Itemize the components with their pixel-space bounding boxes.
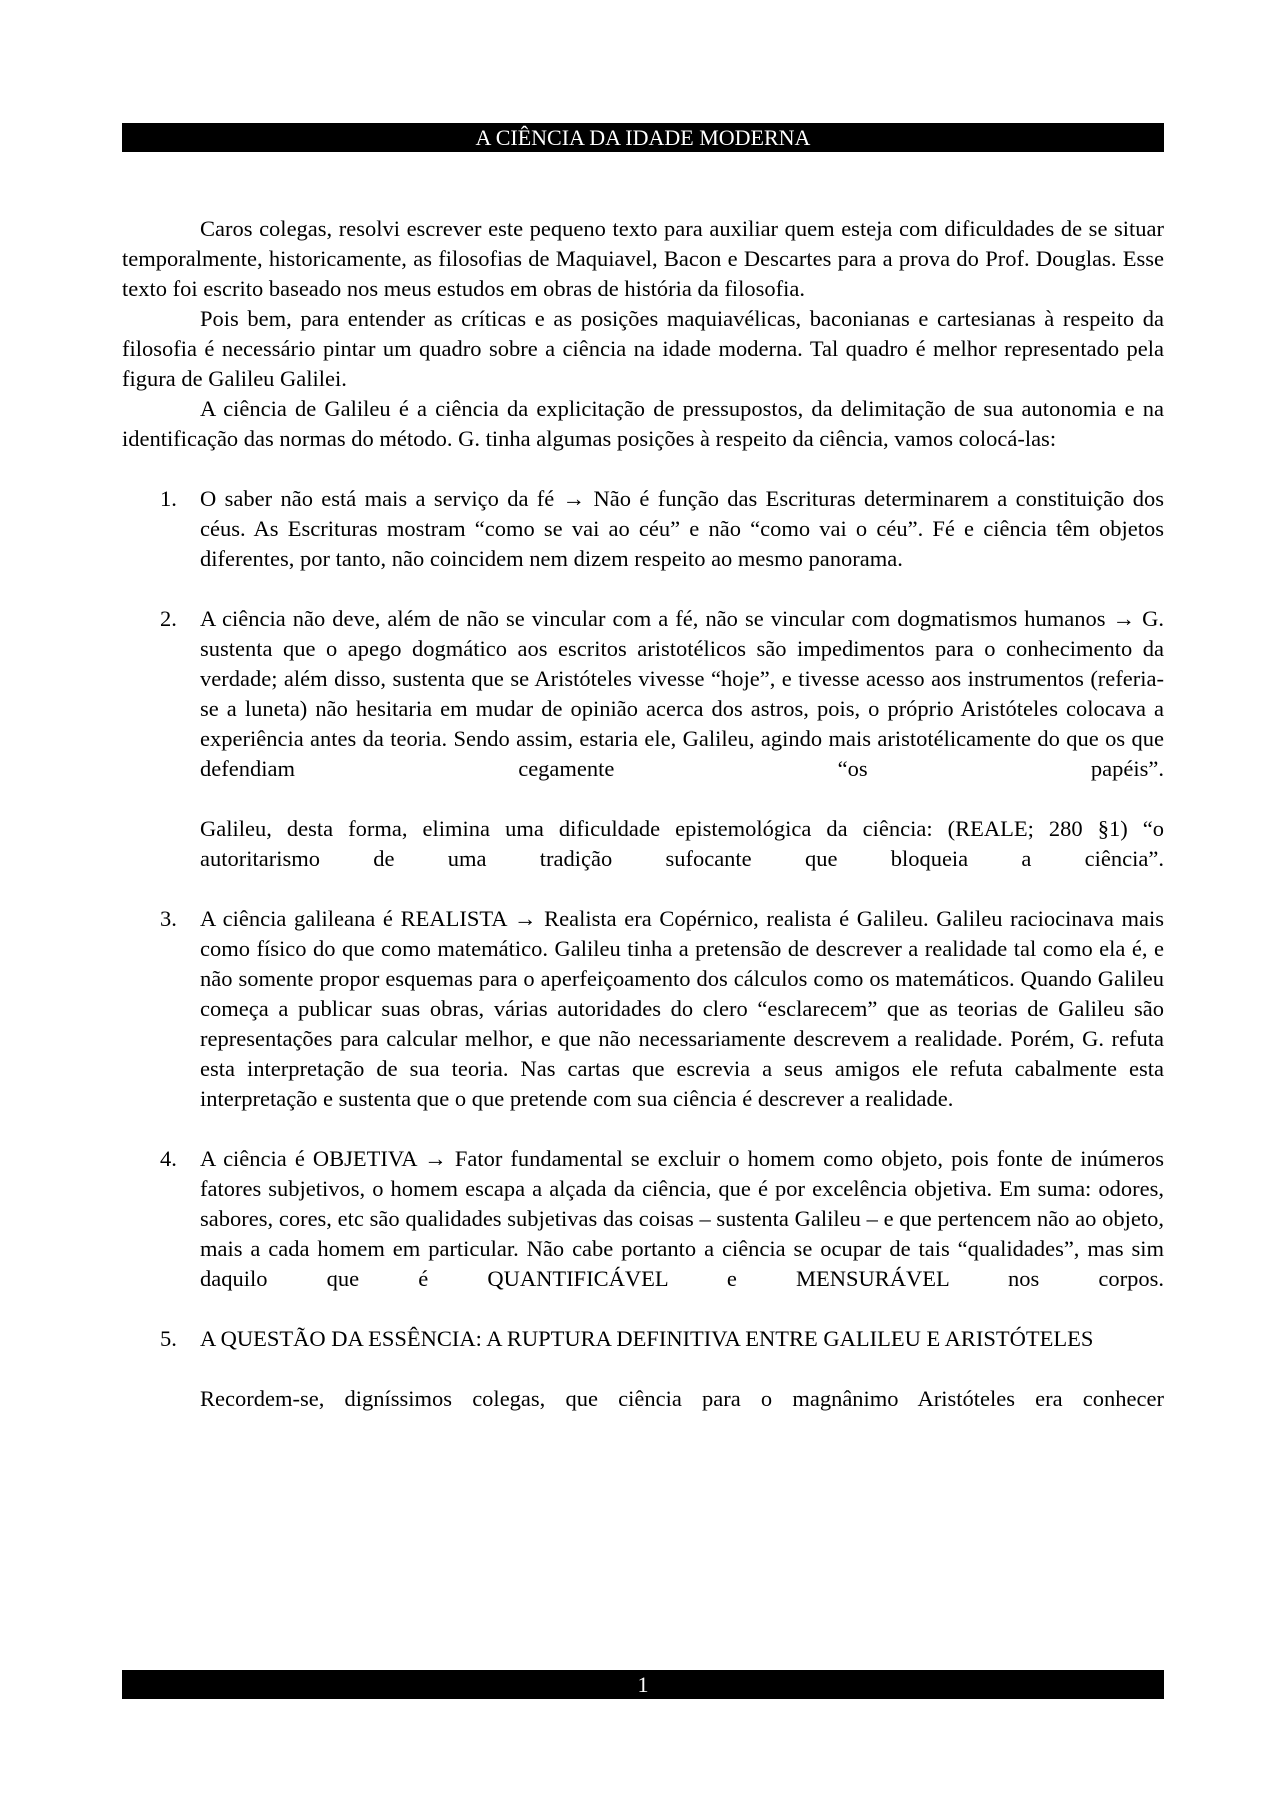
list-item-text: O saber não está mais a serviço da fé → Não é função das Escrituras determinarem a constituição dos céus. As Escrituras mostram “como se vai ao céu” e não “como vai o céu”. Fé e ciência têm objetos diferentes, por tanto, não coincidem nem dizem respeito ao mesmo panorama.: [200, 486, 1164, 571]
list-item-number: 4.: [160, 1146, 177, 1171]
points-list: [122, 484, 1164, 1414]
list-item-text: A QUESTÃO DA ESSÊNCIA: A RUPTURA DEFINITIVA ENTRE GALILEU E ARISTÓTELES: [200, 1326, 1094, 1351]
intro-paragraph-2: Pois bem, para entender as críticas e as posições maquiavélicas, baconianas e cartesianas à respeito da filosofia é necessário pintar um quadro sobre a ciência na idade moderna. Tal quadro é melhor representado pela figura de Galileu Galilei.: [122, 306, 1164, 391]
list-item-subparagraph: Recordem-se, digníssimos colegas, que ciência para o magnânimo Aristóteles era conhecer: [200, 1386, 1164, 1411]
list-item-subparagraph: Galileu, desta forma, elimina uma dificuldade epistemológica da ciência: (REALE; 280 §1) “o autoritarismo de uma tradição sufocante que bloqueia a ciência”.: [200, 816, 1164, 871]
list-item: [122, 484, 1164, 574]
list-item-text: A ciência galileana é REALISTA → Realista era Copérnico, realista é Galileu. Galileu raciocinava mais como físico do que como matemático. Galileu tinha a pretensão de descrever a realidade tal como ela é, e não somente propor esquemas para o aperfeiçoamento dos cálculos como os matemáticos. Quando Galileu começa a publicar suas obras, várias autoridades do clero “esclarecem” que as teorias de Galileu são representações para calcular melhor, e que não necessariamente descrevem a realidade. Porém, G. refuta esta interpretação de sua teoria. Nas cartas que escrevia a seus amigos ele refuta cabalmente esta interpretação e sustenta que o que pretende com sua ciência é descrever a realidade.: [200, 906, 1164, 1111]
intro-paragraph-1: Caros colegas, resolvi escrever este pequeno texto para auxiliar quem esteja com dificuldades de se situar temporalmente, historicamente, as filosofias de Maquiavel, Bacon e Descartes para a prova do Prof. Douglas. Esse texto foi escrito baseado nos meus estudos em obras de história da filosofia.: [122, 216, 1164, 301]
list-item: [122, 604, 1164, 874]
list-item: [122, 904, 1164, 1114]
intro-paragraph-3: A ciência de Galileu é a ciência da explicitação de pressupostos, da delimitação de sua autonomia e na identificação das normas do método. G. tinha algumas posições à respeito da ciência, vamos colocá-las:: [122, 396, 1164, 451]
list-item-number: 5.: [160, 1326, 177, 1351]
list-item-text: A ciência não deve, além de não se vincular com a fé, não se vincular com dogmatismos humanos → G. sustenta que o apego dogmático aos escritos aristotélicos são impedimentos para o conhecimento da verdade; além disso, sustenta que se Aristóteles vivesse “hoje”, e tivesse acesso aos instrumentos (referia-se a luneta) não hesitaria em mudar de opinião acerca dos astros, pois, o próprio Aristóteles colocava a experiência antes da teoria. Sendo assim, estaria ele, Galileu, agindo mais aristotélicamente do que os que defendiam cegamente “os papéis”.: [200, 606, 1164, 781]
footer-bar: [122, 1670, 1164, 1699]
list-item-text: A ciência é OBJETIVA → Fator fundamental se excluir o homem como objeto, pois fonte de inúmeros fatores subjetivos, o homem escapa a alçada da ciência, que é por excelência objetiva. Em suma: odores, sabores, cores, etc são qualidades subjetivas das coisas – sustenta Galileu – e que pertencem não ao objeto, mais a cada homem em particular. Não cabe portanto a ciência se ocupar de tais “qualidades”, mas sim daquilo que é QUANTIFICÁVEL e MENSURÁVEL nos corpos.: [200, 1146, 1164, 1291]
header-bar: [122, 123, 1164, 152]
list-item: [122, 1324, 1164, 1414]
list-item: [122, 1144, 1164, 1294]
document-body: [122, 214, 1164, 1444]
page-number: 1: [637, 1672, 649, 1697]
list-item-number: 1.: [160, 486, 177, 511]
list-item-number: 3.: [160, 906, 177, 931]
list-item-number: 2.: [160, 606, 177, 631]
document-title: A CIÊNCIA DA IDADE MODERNA: [475, 125, 811, 150]
